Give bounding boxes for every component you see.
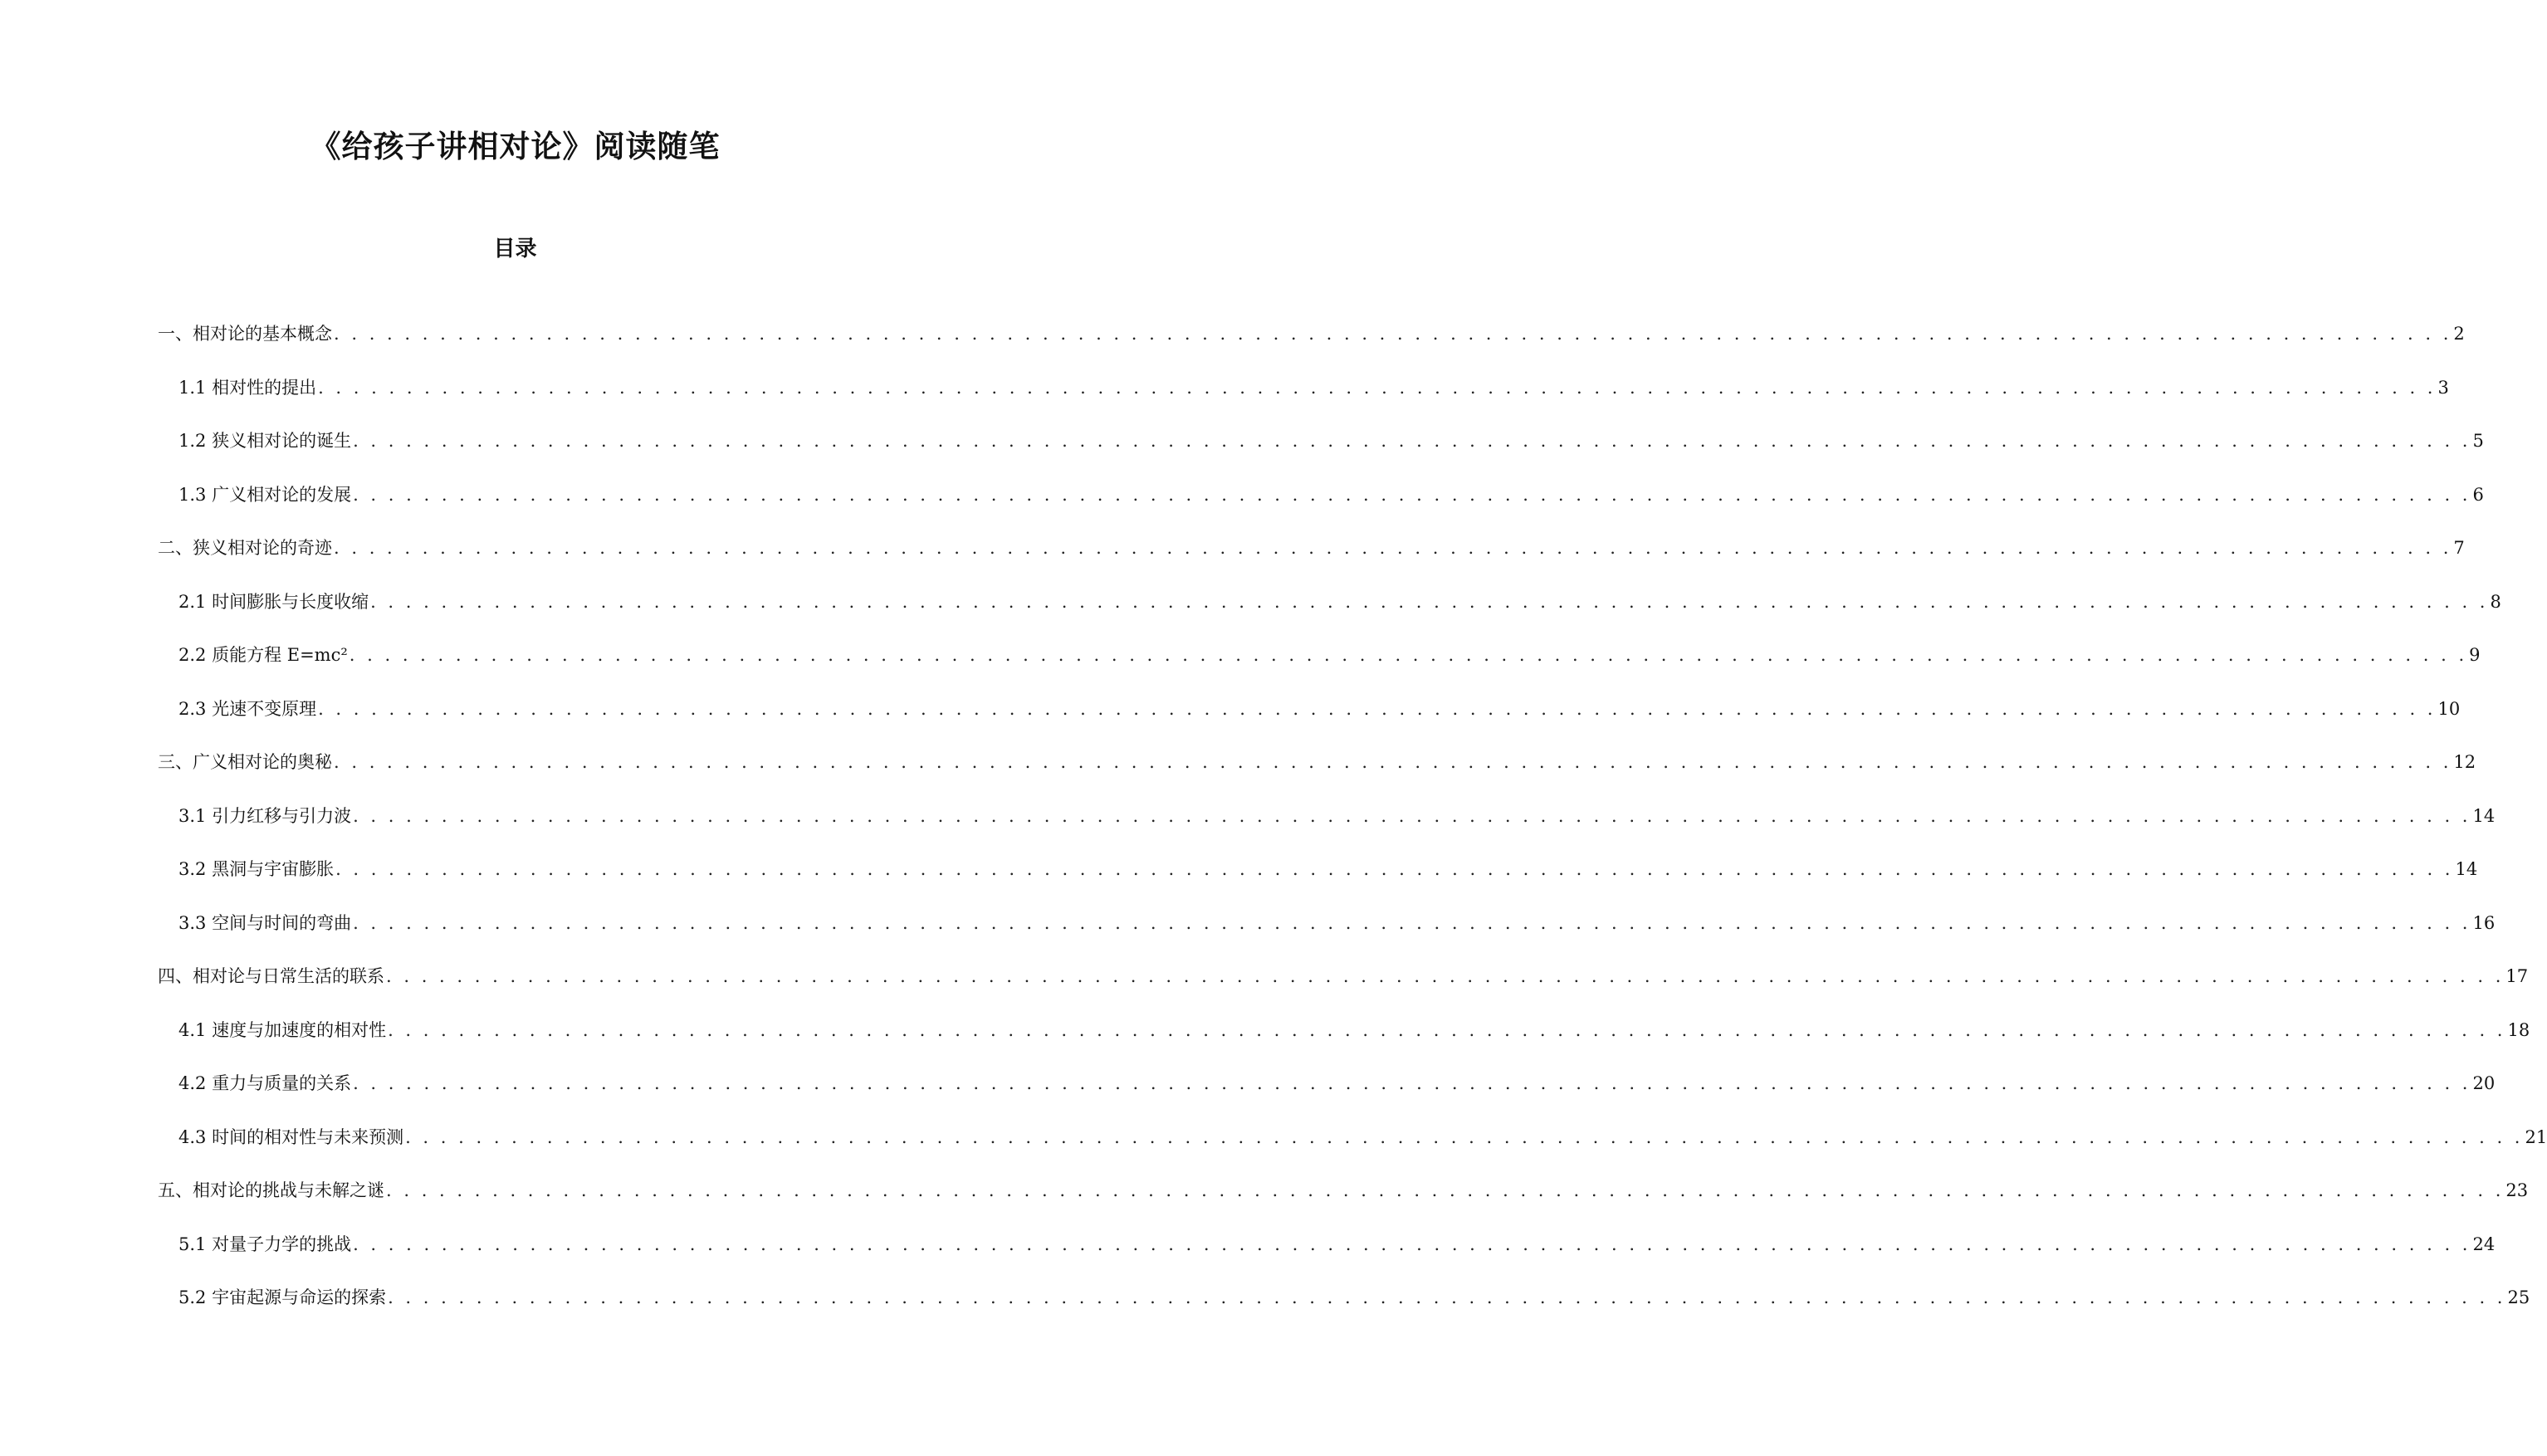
toc-subsection-entry[interactable] bbox=[178, 1283, 2530, 1312]
toc-dot-leader: . . . . . . . . . . . . . . . . . . . . . . . . . . . . . . . . . . . . . . . . . . . . . . . . . . . . . . . . . . . . . . . . . . . . . . . . . . . . . . . . . . . . . . . . . . . . . . . . . . . . . . . . . . . . . . . . . . . . . . . . bbox=[386, 966, 2505, 986]
toc-subsection-entry[interactable] bbox=[178, 855, 2478, 883]
toc-subsection-entry[interactable] bbox=[178, 481, 2484, 509]
toc-entry-label: 二、狭义相对论的奇迹 bbox=[158, 538, 332, 558]
document-title: 《给孩子讲相对论》阅读随笔 bbox=[310, 128, 721, 164]
toc-entry-label: 5.1 对量子力学的挑战 bbox=[178, 1234, 352, 1254]
toc-entry-label: 2.3 光速不变原理 bbox=[178, 698, 317, 719]
toc-page-number: 14 bbox=[2472, 805, 2496, 826]
toc-dot-leader: . . . . . . . . . . . . . . . . . . . . . . . . . . . . . . . . . . . . . . . . . . . . . . . . . . . . . . . . . . . . . . . . . . . . . . . . . . . . . . . . . . . . . . . . . . . . . . . . . . . . . . . . . . . . . . . . . . . . . . . . bbox=[335, 859, 2454, 879]
toc-subsection-entry[interactable] bbox=[178, 695, 2461, 723]
toc-dot-leader: . . . . . . . . . . . . . . . . . . . . . . . . . . . . . . . . . . . . . . . . . . . . . . . . . . . . . . . . . . . . . . . . . . . . . . . . . . . . . . . . . . . . . . . . . . . . . . . . . . . . . . . . . . . . . . . . . . . . . . . . bbox=[353, 484, 2471, 505]
toc-page-number: 12 bbox=[2453, 752, 2476, 772]
toc-page-number: 6 bbox=[2472, 484, 2484, 505]
toc-subsection-entry[interactable] bbox=[178, 1069, 2496, 1097]
toc-dot-leader: . . . . . . . . . . . . . . . . . . . . . . . . . . . . . . . . . . . . . . . . . . . . . . . . . . . . . . . . . . . . . . . . . . . . . . . . . . . . . . . . . . . . . . . . . . . . . . . . . . . . . . . . . . . . . . . . . . . . . . . . bbox=[388, 1019, 2506, 1040]
toc-page-number: 14 bbox=[2455, 859, 2478, 879]
toc-entry-label: 1.2 狭义相对论的诞生 bbox=[178, 431, 352, 451]
toc-dot-leader: . . . . . . . . . . . . . . . . . . . . . . . . . . . . . . . . . . . . . . . . . . . . . . . . . . . . . . . . . . . . . . . . . . . . . . . . . . . . . . . . . . . . . . . . . . . . . . . . . . . . . . . . . . . . . . . . . . . . . . . . bbox=[405, 1126, 2524, 1147]
toc-page-number: 18 bbox=[2507, 1019, 2530, 1040]
toc-entry-label: 2.1 时间膨胀与长度收缩 bbox=[178, 591, 369, 612]
toc-entry-label: 三、广义相对论的奥秘 bbox=[158, 752, 332, 772]
toc-page-number: 10 bbox=[2437, 698, 2461, 719]
toc-page-number: 5 bbox=[2472, 431, 2484, 451]
toc-page-number: 23 bbox=[2505, 1180, 2529, 1200]
toc-page-number: 21 bbox=[2525, 1126, 2547, 1147]
toc-page-number: 3 bbox=[2437, 377, 2449, 398]
toc-dot-leader: . . . . . . . . . . . . . . . . . . . . . . . . . . . . . . . . . . . . . . . . . . . . . . . . . . . . . . . . . . . . . . . . . . . . . . . . . . . . . . . . . . . . . . . . . . . . . . . . . . . . . . . . . . . . . . . . . . . . . . . . bbox=[334, 538, 2452, 558]
toc-subsection-entry[interactable] bbox=[178, 641, 2481, 669]
toc-subsection-entry[interactable] bbox=[178, 909, 2496, 937]
toc-page-number: 20 bbox=[2472, 1073, 2496, 1093]
toc-dot-leader: . . . . . . . . . . . . . . . . . . . . . . . . . . . . . . . . . . . . . . . . . . . . . . . . . . . . . . . . . . . . . . . . . . . . . . . . . . . . . . . . . . . . . . . . . . . . . . . . . . . . . . . . . . . . . . . . . . . . . . . . bbox=[318, 377, 2437, 398]
toc-subsection-entry[interactable] bbox=[178, 802, 2496, 830]
toc-dot-leader: . . . . . . . . . . . . . . . . . . . . . . . . . . . . . . . . . . . . . . . . . . . . . . . . . . . . . . . . . . . . . . . . . . . . . . . . . . . . . . . . . . . . . . . . . . . . . . . . . . . . . . . . . . . . . . . . . . . . . . . . bbox=[334, 752, 2452, 772]
toc-entry-label: 4.3 时间的相对性与未来预测 bbox=[178, 1126, 404, 1147]
toc-dot-leader: . . . . . . . . . . . . . . . . . . . . . . . . . . . . . . . . . . . . . . . . . . . . . . . . . . . . . . . . . . . . . . . . . . . . . . . . . . . . . . . . . . . . . . . . . . . . . . . . . . . . . . . . . . . . . . . . . . . . . . . . bbox=[318, 698, 2437, 719]
toc-section-entry[interactable] bbox=[158, 1176, 2529, 1204]
toc-entry-label: 四、相对论与日常生活的联系 bbox=[158, 966, 384, 986]
toc-dot-leader: . . . . . . . . . . . . . . . . . . . . . . . . . . . . . . . . . . . . . . . . . . . . . . . . . . . . . . . . . . . . . . . . . . . . . . . . . . . . . . . . . . . . . . . . . . . . . . . . . . . . . . . . . . . . . . . . . . . . . . . . bbox=[349, 645, 2468, 665]
toc-subsection-entry[interactable] bbox=[178, 1230, 2496, 1258]
toc-heading: 目录 bbox=[493, 237, 537, 261]
toc-dot-leader: . . . . . . . . . . . . . . . . . . . . . . . . . . . . . . . . . . . . . . . . . . . . . . . . . . . . . . . . . . . . . . . . . . . . . . . . . . . . . . . . . . . . . . . . . . . . . . . . . . . . . . . . . . . . . . . . . . . . . . . . bbox=[370, 591, 2489, 612]
toc-dot-leader: . . . . . . . . . . . . . . . . . . . . . . . . . . . . . . . . . . . . . . . . . . . . . . . . . . . . . . . . . . . . . . . . . . . . . . . . . . . . . . . . . . . . . . . . . . . . . . . . . . . . . . . . . . . . . . . . . . . . . . . . bbox=[353, 431, 2471, 451]
toc-section-entry[interactable] bbox=[158, 320, 2465, 348]
toc-dot-leader: . . . . . . . . . . . . . . . . . . . . . . . . . . . . . . . . . . . . . . . . . . . . . . . . . . . . . . . . . . . . . . . . . . . . . . . . . . . . . . . . . . . . . . . . . . . . . . . . . . . . . . . . . . . . . . . . . . . . . . . . bbox=[353, 912, 2471, 933]
toc-entry-label: 3.1 引力红移与引力波 bbox=[178, 805, 352, 826]
toc-section-entry[interactable] bbox=[158, 534, 2465, 562]
toc-dot-leader: . . . . . . . . . . . . . . . . . . . . . . . . . . . . . . . . . . . . . . . . . . . . . . . . . . . . . . . . . . . . . . . . . . . . . . . . . . . . . . . . . . . . . . . . . . . . . . . . . . . . . . . . . . . . . . . . . . . . . . . . bbox=[353, 1073, 2471, 1093]
toc-dot-leader: . . . . . . . . . . . . . . . . . . . . . . . . . . . . . . . . . . . . . . . . . . . . . . . . . . . . . . . . . . . . . . . . . . . . . . . . . . . . . . . . . . . . . . . . . . . . . . . . . . . . . . . . . . . . . . . . . . . . . . . . bbox=[353, 805, 2471, 826]
toc-entry-label: 1.1 相对性的提出 bbox=[178, 377, 317, 398]
toc-page-number: 16 bbox=[2472, 912, 2496, 933]
toc-subsection-entry[interactable] bbox=[178, 588, 2501, 616]
toc-entry-label: 4.1 速度与加速度的相对性 bbox=[178, 1019, 387, 1040]
toc-page-number: 17 bbox=[2505, 966, 2529, 986]
toc-section-entry[interactable] bbox=[158, 748, 2476, 776]
toc-section-entry[interactable] bbox=[158, 962, 2529, 990]
toc-entry-label: 3.2 黑洞与宇宙膨胀 bbox=[178, 859, 335, 879]
toc-page-number: 2 bbox=[2453, 324, 2465, 344]
toc-entry-label: 五、相对论的挑战与未解之谜 bbox=[158, 1180, 384, 1200]
toc-page-number: 25 bbox=[2507, 1287, 2530, 1307]
toc-subsection-entry[interactable] bbox=[178, 1016, 2530, 1044]
toc-entry-label: 2.2 质能方程 E=mc² bbox=[178, 645, 348, 665]
toc-dot-leader: . . . . . . . . . . . . . . . . . . . . . . . . . . . . . . . . . . . . . . . . . . . . . . . . . . . . . . . . . . . . . . . . . . . . . . . . . . . . . . . . . . . . . . . . . . . . . . . . . . . . . . . . . . . . . . . . . . . . . . . . bbox=[334, 324, 2452, 344]
toc-page-number: 8 bbox=[2490, 591, 2501, 612]
toc-entry-label: 1.3 广义相对论的发展 bbox=[178, 484, 352, 505]
toc-page-number: 7 bbox=[2453, 538, 2465, 558]
toc-entry-label: 一、相对论的基本概念 bbox=[158, 324, 332, 344]
toc-entry-label: 3.3 空间与时间的弯曲 bbox=[178, 912, 352, 933]
toc-entry-label: 4.2 重力与质量的关系 bbox=[178, 1073, 352, 1093]
toc-subsection-entry[interactable] bbox=[178, 374, 2449, 402]
toc-subsection-entry[interactable] bbox=[178, 427, 2484, 455]
toc-subsection-entry[interactable] bbox=[178, 1123, 2547, 1151]
toc-page-number: 9 bbox=[2469, 645, 2481, 665]
toc-page-number: 24 bbox=[2472, 1234, 2496, 1254]
toc-dot-leader: . . . . . . . . . . . . . . . . . . . . . . . . . . . . . . . . . . . . . . . . . . . . . . . . . . . . . . . . . . . . . . . . . . . . . . . . . . . . . . . . . . . . . . . . . . . . . . . . . . . . . . . . . . . . . . . . . . . . . . . . bbox=[386, 1180, 2505, 1200]
toc-entry-label: 5.2 宇宙起源与命运的探索 bbox=[178, 1287, 387, 1307]
toc-dot-leader: . . . . . . . . . . . . . . . . . . . . . . . . . . . . . . . . . . . . . . . . . . . . . . . . . . . . . . . . . . . . . . . . . . . . . . . . . . . . . . . . . . . . . . . . . . . . . . . . . . . . . . . . . . . . . . . . . . . . . . . . bbox=[388, 1287, 2506, 1307]
toc-dot-leader: . . . . . . . . . . . . . . . . . . . . . . . . . . . . . . . . . . . . . . . . . . . . . . . . . . . . . . . . . . . . . . . . . . . . . . . . . . . . . . . . . . . . . . . . . . . . . . . . . . . . . . . . . . . . . . . . . . . . . . . . bbox=[353, 1234, 2471, 1254]
